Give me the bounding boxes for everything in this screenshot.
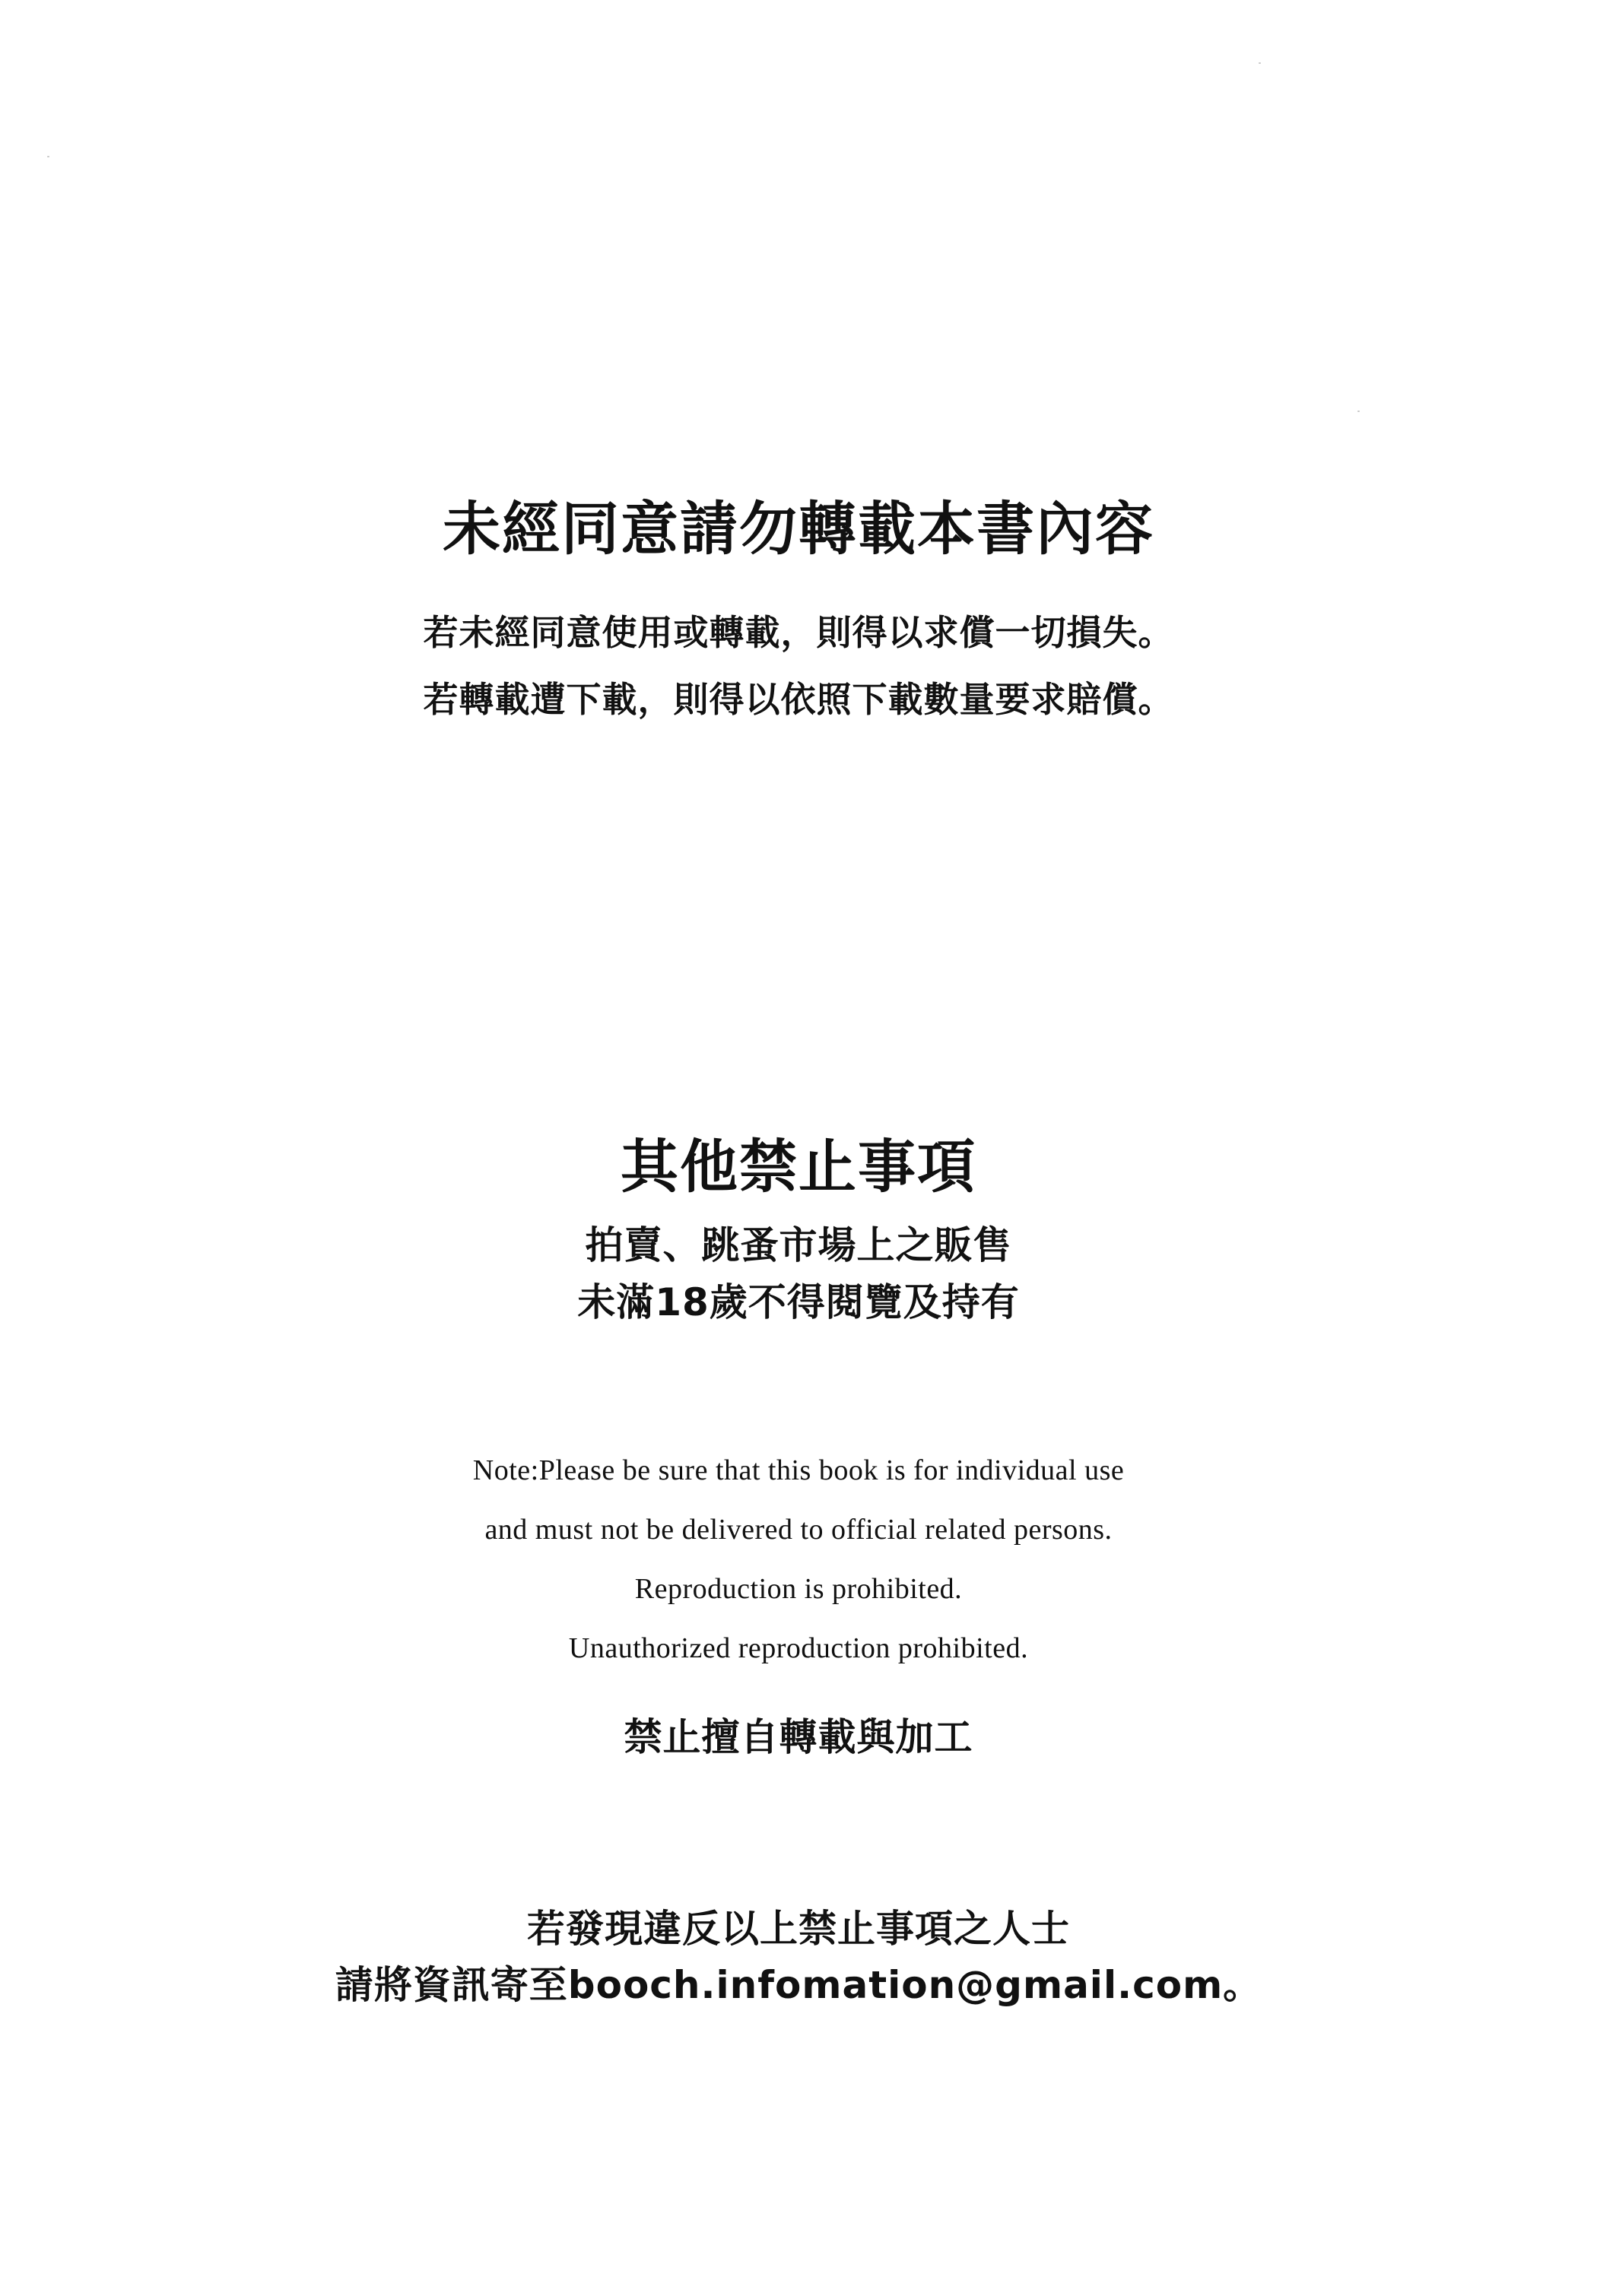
no-modification-notice: 禁止擅自轉載與加工 [624,1715,973,1759]
paper-speck [1357,411,1360,412]
report-line-2: 請將資訊寄至booch.infomation@gmail.com。 [335,1963,1262,2007]
english-note-line-3: Reproduction is prohibited. [634,1573,963,1605]
notice-line-1: 若未經同意使用或轉載，則得以求償一切損失。 [423,612,1174,653]
notice-line-2: 若轉載遭下載，則得以依照下載數量要求賠償。 [423,679,1174,720]
report-line-1: 若發現違反以上禁止事項之人士 [527,1907,1070,1951]
english-note-line-4: Unauthorized reproduction prohibited. [568,1632,1029,1664]
english-note-line-2: and must not be delivered to official related persons. [484,1514,1113,1546]
prohibited-item-1: 拍賣、跳蚤市場上之販售 [585,1223,1012,1267]
prohibited-title: 其他禁止事項 [621,1133,976,1200]
english-note-line-1: Note:Please be sure that this book is for individual use [472,1454,1125,1486]
prohibited-item-2: 未滿18歲不得閱覽及持有 [577,1280,1020,1324]
notice-title: 未經同意請勿轉載本書內容 [443,495,1154,563]
paper-speck [47,156,49,157]
paper-speck [1259,62,1261,64]
